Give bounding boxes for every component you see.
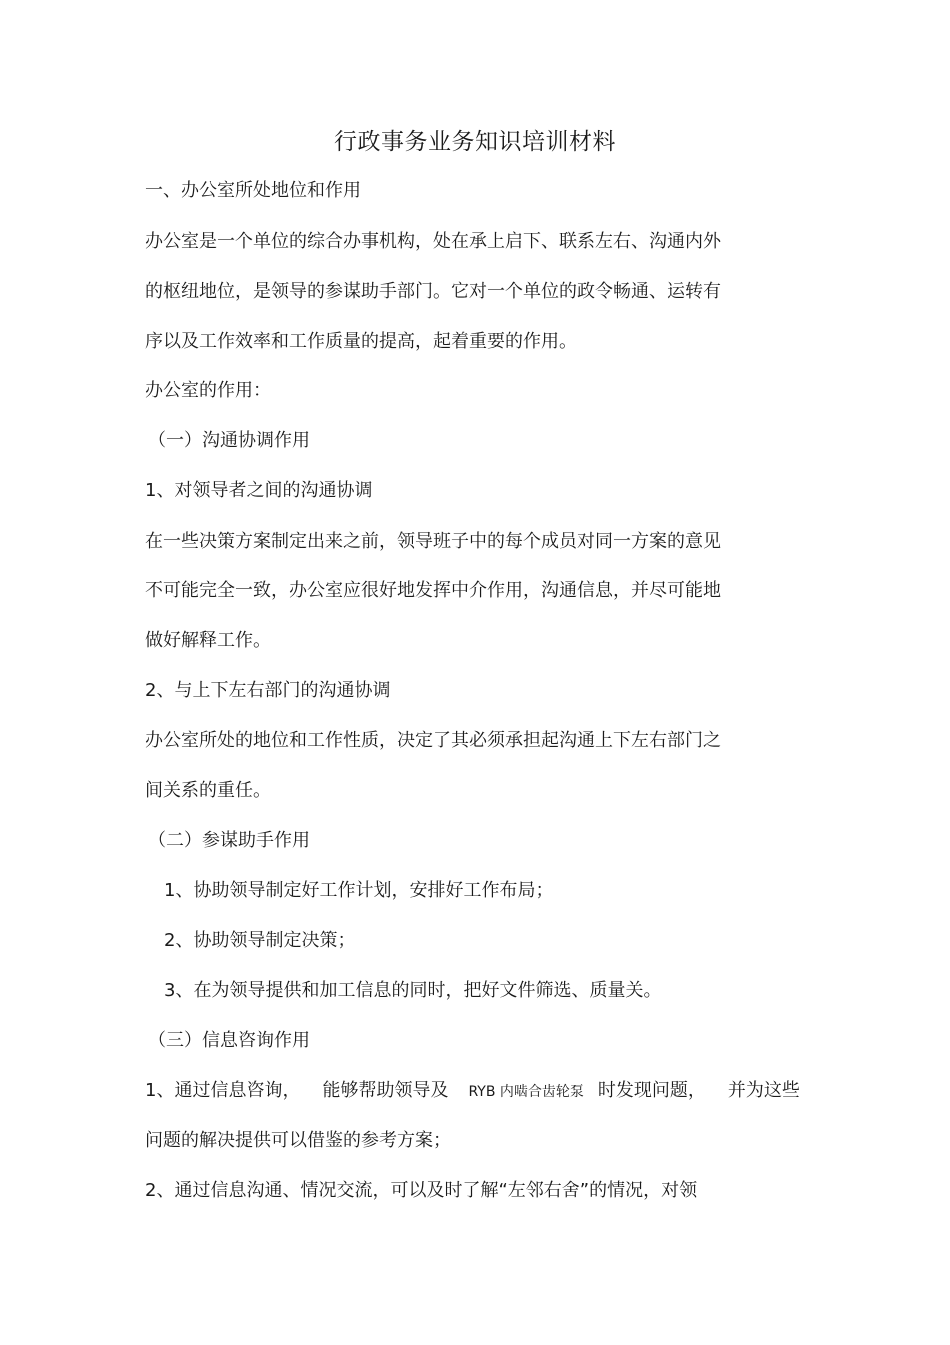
paragraph-line: 间关系的重任。	[145, 780, 271, 801]
mixed-text-part: 能够帮助领导及	[322, 1080, 449, 1101]
paragraph-line: 办公室的作用：	[145, 380, 271, 401]
mixed-paragraph-line	[145, 1078, 800, 1105]
section-heading-1: 一、办公室所处地位和作用	[145, 180, 361, 201]
list-item: 3、在为领导提供和加工信息的同时，把好文件筛选、质量关。	[164, 980, 662, 1001]
paragraph-line: 做好解释工作。	[145, 630, 271, 651]
mixed-text-part: RYB 内啮合齿轮泵	[468, 1084, 584, 1100]
paragraph-line: 办公室所处的地位和工作性质，决定了其必须承担起沟通上下左右部门之	[145, 730, 721, 751]
paragraph-line: 2、通过信息沟通、情况交流，可以及时了解“左邻右舍”的情况，对领	[145, 1180, 698, 1201]
subsection-heading: （一）沟通协调作用	[148, 430, 310, 451]
paragraph-line: 问题的解决提供可以借鉴的参考方案；	[145, 1130, 451, 1151]
paragraph-line: 的枢纽地位，是领导的参谋助手部门。它对一个单位的政令畅通、运转有	[145, 281, 721, 302]
subsection-heading: （三）信息咨询作用	[148, 1030, 310, 1051]
mixed-text-part: 时发现问题，	[597, 1080, 706, 1101]
list-item: 2、协助领导制定决策；	[164, 930, 356, 951]
document-title: 行政事务业务知识培训材料	[334, 129, 616, 155]
list-item: 1、协助领导制定好工作计划，安排好工作布局；	[164, 880, 554, 901]
list-item-heading: 1、对领导者之间的沟通协调	[145, 480, 373, 501]
mixed-text-part: 并为这些	[727, 1080, 800, 1101]
paragraph-line: 不可能完全一致，办公室应很好地发挥中介作用，沟通信息，并尽可能地	[145, 580, 721, 601]
paragraph-line: 在一些决策方案制定出来之前，领导班子中的每个成员对同一方案的意见	[145, 531, 721, 552]
list-item-heading: 2、与上下左右部门的沟通协调	[145, 680, 391, 701]
paragraph-line: 办公室是一个单位的综合办事机构，处在承上启下、联系左右、沟通内外	[145, 231, 721, 252]
mixed-text-part: 1、通过信息咨询，	[145, 1080, 301, 1101]
subsection-heading: （二）参谋助手作用	[148, 830, 310, 851]
paragraph-line: 序以及工作效率和工作质量的提高，起着重要的作用。	[145, 331, 577, 352]
